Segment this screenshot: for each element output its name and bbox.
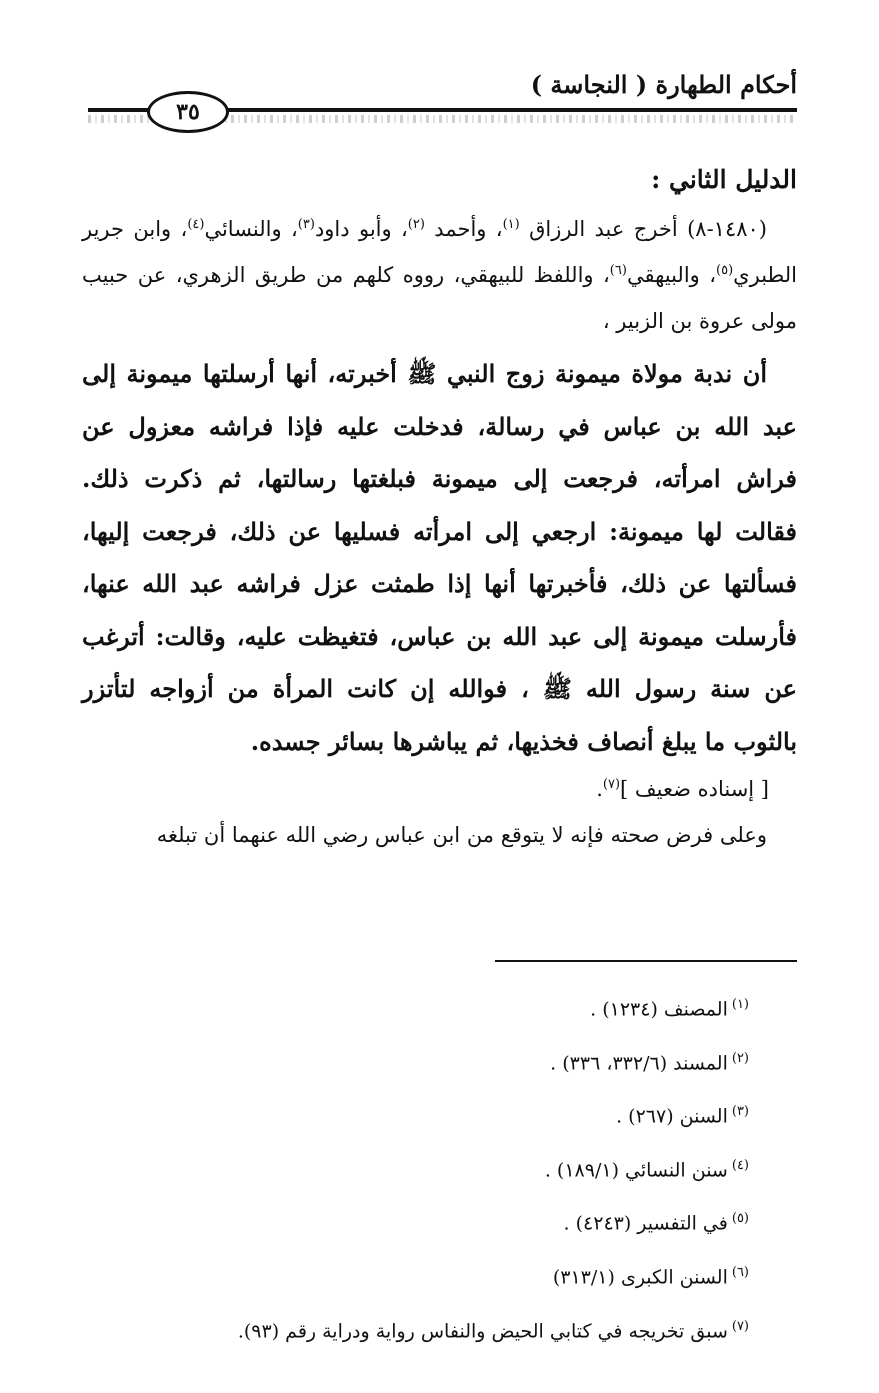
- footnote-ref: (٥): [716, 263, 734, 278]
- intro-text: ، واللفظ للبيهقي، رووه كلهم من طريق الزهري، عن حبيب مولى عروة بن الزبير ،: [82, 263, 797, 333]
- commentary-text: وعلى فرض صحته فإنه لا يتوقع من ابن عباس رضي الله عنهما أن تبلغه: [156, 823, 767, 847]
- intro-text: ، والبيهقي: [626, 263, 717, 287]
- footnote: [82, 1032, 749, 1086]
- footnote-marker: (١): [731, 997, 749, 1012]
- footnote-ref: (٦): [609, 263, 627, 278]
- hadith-body: أن ندبة مولاة ميمونة زوج النبي ﷺ أخبرته، أنها أرسلتها ميمونة إلى عبد الله بن عباس في رسالة، فدخلت عليه فإذا فراشه معزول عن فراش امرأته، فرجعت إلى ميمونة فبلغتها رسالتها، ثم ذكرت ذلك. فقالت لها ميمونة: ارجعي إلى امرأته فسليها عن ذلك، فرجعت إليها، فسألتها عن ذلك، فأخبرتها أنها إذا طمثت عزل فراشه عبد الله عنها، فأرسلت ميمونة إلى عبد الله بن عباس، فتغيظت عليه، وقالت: أترغب عن سنة رسول الله ﷺ ، فوالله إن كانت المرأة من أزواجه لتأتزر بالثوب ما يبلغ أنصاف فخذيها، ثم يباشرها بسائر جسده.: [82, 359, 797, 756]
- hadith-text: [82, 348, 797, 768]
- footnote-marker: (٦): [731, 1264, 749, 1280]
- footnote: [82, 978, 749, 1032]
- grade-text: [ إسناده ضعيف ]: [620, 777, 769, 801]
- footnote-text: المسند (٣٣٢/٦، ٣٣٦) .: [550, 1051, 728, 1074]
- intro-text: (١٤٨٠-٨) أخرج عبد الرزاق: [519, 217, 767, 241]
- footnote-marker: (٥): [731, 1211, 749, 1227]
- hadith-sources-paragraph: [82, 206, 797, 344]
- footnote: [82, 1246, 749, 1300]
- intro-text: ، وابن جرير الطبري: [82, 217, 797, 287]
- main-text: [82, 158, 797, 860]
- footnote: [82, 1300, 749, 1354]
- footnote-ref: (٣): [297, 217, 315, 232]
- footnote: [82, 1139, 749, 1193]
- running-title: أحكام الطهارة ( النجاسة ): [530, 70, 797, 99]
- footnote-text: سنن النسائي (١٨٩/١) .: [544, 1159, 728, 1182]
- footnote-marker: (٣): [731, 1104, 749, 1120]
- footnote: [82, 1085, 749, 1139]
- commentary-paragraph: [82, 810, 797, 860]
- footnote-ref: (٢): [407, 217, 425, 232]
- footnote-separator: [495, 960, 797, 962]
- footnote-text: السنن الكبرى (٣١٣/١): [552, 1266, 728, 1289]
- footnote-text: في التفسير (٤٢٤٣) .: [563, 1212, 728, 1235]
- footnote-text: السنن (٢٦٧) .: [616, 1105, 728, 1128]
- intro-text: ، وأحمد: [424, 217, 503, 241]
- footnote-ref: (٧): [602, 777, 621, 792]
- footnote-text: سبق تخريجه في كتابي الحيض والنفاس رواية ودراية رقم (٩٣).: [237, 1319, 728, 1342]
- footnote-marker: (٢): [731, 1050, 749, 1066]
- footnotes-list: [82, 978, 749, 1353]
- footnote-marker: (٧): [731, 1318, 749, 1334]
- footnote-ref: (٤): [187, 217, 205, 232]
- section-heading: الدليل الثاني :: [651, 165, 797, 194]
- intro-text: ، والنسائي: [204, 217, 298, 241]
- page-number-badge: ٣٥: [147, 91, 229, 133]
- isnad-grade: [82, 768, 769, 810]
- grade-end: .: [596, 777, 603, 801]
- footnote-marker: (٤): [731, 1157, 749, 1173]
- intro-text: ، وأبو داود: [314, 217, 408, 241]
- footnote: [82, 1192, 749, 1246]
- footnote-text: المصنف (١٢٣٤) .: [590, 998, 728, 1021]
- footnote-ref: (١): [502, 217, 520, 232]
